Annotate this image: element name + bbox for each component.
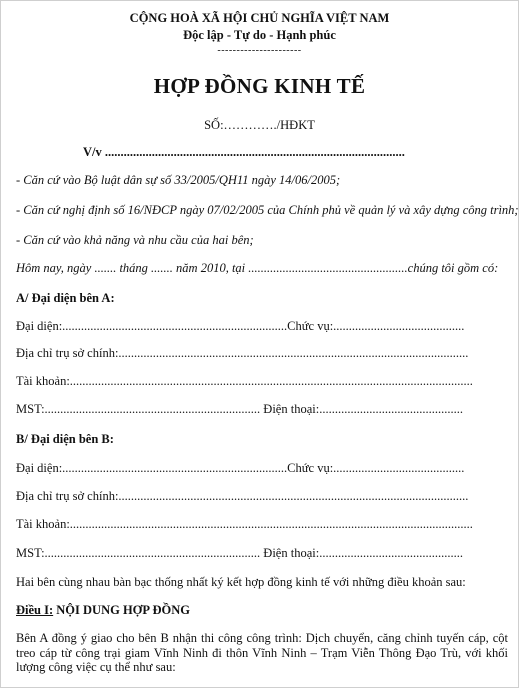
header-divider: ---------------------- [217,45,302,56]
country-heading: CỘNG HOÀ XÃ HỘI CHỦ NGHĨA VIỆT NAM [129,11,390,25]
article-1-heading [16,603,190,618]
party-b-representative: Đại diện:........................................................................Chức vụ:.......................................... [16,461,465,475]
party-a-heading: A/ Đại diện bên A: [16,291,115,305]
party-a-account: Tài khoản:................................................................................................................................. [16,374,473,388]
party-a-address: Địa chỉ trụ sở chính:................................................................................................................ [16,346,469,360]
party-b-account: Tài khoản:................................................................................................................................. [16,517,473,531]
article-1-label: Điều I: [16,603,54,617]
motto: Độc lập - Tự do - Hạnh phúc [183,28,336,42]
party-b-heading: B/ Đại diện bên B: [16,432,114,446]
basis-item: - Căn cứ vào khả năng và nhu cầu của hai bên; [16,233,254,247]
article-1-title: NỘI DUNG HỢP ĐỒNG [53,603,190,617]
subject-line: V/v ................................................................................................ [83,145,405,159]
contract-number: SỐ:…………./HĐKT [204,118,315,132]
party-a-representative: Đại diện:........................................................................Chức vụ:.......................................... [16,319,465,333]
basis-item: - Căn cứ nghị định số 16/NĐCP ngày 07/02/2005 của Chính phủ về quản lý và xây dựng công trình; [16,203,519,217]
today-line: Hôm nay, ngày ....... tháng ....... năm 2010, tại ...................................................chúng tôi gồm có: [16,261,499,275]
agreement-statement: Hai bên cùng nhau bàn bạc thống nhất ký kết hợp đồng kinh tế với những điều khoản sau: [16,575,466,589]
basis-item: - Căn cứ vào Bộ luật dân sự số 33/2005/QH11 ngày 14/06/2005; [16,173,341,187]
party-a-tax: MST:..................................................................... Điện thoại:.............................................. [16,402,463,416]
article-1-body: Bên A đồng ý giao cho bên B nhận thi công công trình: Dịch chuyển, căng chỉnh tuyến cáp, cột treo cáp từ công trại giam Vĩnh Ninh đi thôn Vĩnh Ninh – Trạm Viễn Thông Đạo Trù, với khối lượng công việc cụ thể như sau: [16,631,508,674]
document-title: HỢP ĐỒNG KINH TẾ [153,74,366,98]
party-b-tax: MST:..................................................................... Điện thoại:.............................................. [16,546,463,560]
party-b-address: Địa chỉ trụ sở chính:................................................................................................................ [16,489,469,503]
